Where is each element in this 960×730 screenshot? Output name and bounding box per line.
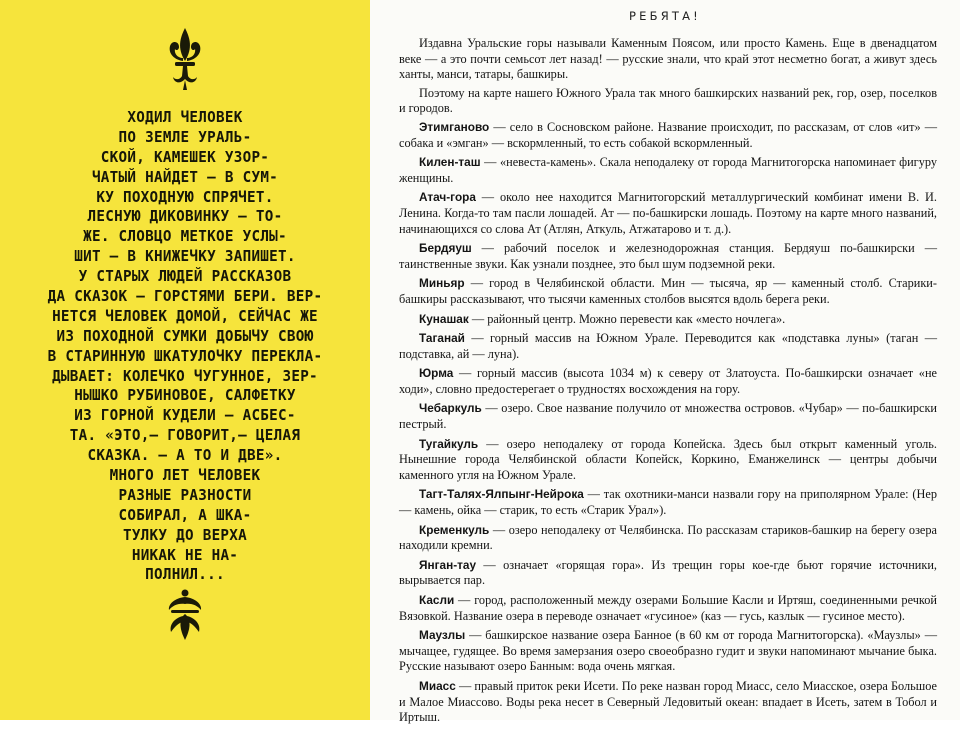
article-body	[399, 36, 937, 730]
place-description: — «невеста-камень». Скала неподалеку от города Магнитогорска напоминает фигуру женщины.	[399, 155, 937, 185]
poem-line: ИЗ ПОХОДНОЙ СУМКИ ДОБЫЧУ СВОЮ	[56, 326, 314, 345]
place-description: — башкирское название озера Банное (в 60 км от города Магнитогорска). «Маузлы» — мычащее, гудящее. Во время замерзания озеро своеобразно гудит и звуки напоминают мычание быка. Русские называют озеро Банным: вода очень мягкая.	[399, 628, 937, 674]
place-name: Юрма	[419, 366, 454, 381]
place-name: Янган-тау	[419, 557, 477, 572]
place-description: — горный массив (высота 1034 м) к северу от Златоуста. По-башкирски означает «не ходи», словно предостерегает о трудностях восхождения на гору.	[399, 366, 937, 396]
place-description: — горный массив на Южном Урале. Переводится как «подставка луны» (таган — подставка, ай — луна).	[399, 331, 937, 361]
poem-line: ЧАТЫЙ НАЙДЕТ — В СУМ-	[91, 167, 279, 186]
glossary-entry	[399, 401, 937, 432]
poem-line: СКОЙ, КАМЕШЕК УЗОР-	[100, 147, 270, 166]
glossary-entry	[399, 593, 937, 624]
poem-line: ТА. «ЭТО,— ГОВОРИТ,— ЦЕЛАЯ	[69, 426, 301, 445]
place-name: Касли	[419, 593, 455, 607]
poem-line: ТУЛКУ ДО ВЕРХА	[122, 525, 248, 544]
poem-line: ПО ЗЕМЛЕ УРАЛЬ-	[118, 127, 252, 146]
page-title: РЕБЯТА!	[629, 9, 701, 23]
place-description: — рабочий поселок и железнодорожная станция. Бердяуш по-башкирски — таинственные звуки. Как узнали позднее, это был шум подземной реки.	[399, 241, 937, 271]
ornament-bottom	[0, 588, 370, 640]
place-description: — так охотники-манси назвали гору на приполярном Урале: (Нер — камень, ойка — старик, то есть «Старик Урал»).	[399, 487, 937, 518]
intro-paragraph: Поэтому на карте нашего Южного Урала так много башкирских названий рек, гор, озер, поселков и городов.	[399, 85, 937, 116]
poem-line: ДА СКАЗОК — ГОРСТЯМИ БЕРИ. ВЕР-	[47, 287, 323, 306]
glossary-entry	[399, 331, 937, 362]
place-description: — озеро неподалеку от города Копейска. Здесь был открыт каменный уголь. Нынешние города Челябинской области Копейск, Коркино, Еманжелинск — центры добычи каменного угля на Южном Урале.	[399, 436, 937, 482]
place-name: Кременкуль	[419, 522, 490, 537]
poem-line: НЫШКО РУБИНОВОЕ, САЛФЕТКУ	[74, 386, 296, 405]
place-description: — около нее находится Магнитогорский металлургический комбинат имени В. И. Ленина. Когда-то там пасли лошадей. Ат — по-башкирски лошадь. Поэтому на карте много названий, начинающихся со слова Ат (Атлян, Аткуль, Атжатарово и т. д.).	[399, 190, 937, 236]
place-name: Тагт-Талях-Ялпынг-Нейрока	[419, 487, 584, 502]
glossary-entry	[399, 120, 937, 151]
poem-line: НИКАК НЕ НА-	[131, 545, 239, 564]
poem-line: ШИТ — В КНИЖЕЧКУ ЗАПИШЕТ.	[74, 247, 296, 266]
fleur-de-lis-ornament-top	[0, 28, 370, 90]
glossary-entry	[399, 523, 937, 554]
glossary-entry	[399, 155, 937, 186]
poem-line: ЖЕ. СЛОВЦО МЕТКОЕ УСЛЫ-	[83, 227, 287, 246]
place-name: Миасс	[419, 678, 456, 693]
intro-paragraph: Издавна Уральские горы называли Каменным Поясом, или просто Камень. Еще в двенадцатом веке — а это почти семьсот лет назад! — русские знали, что край этот несметно богат, а живут здесь ханты, манси, татары, башкиры.	[399, 36, 937, 82]
poem-line: ИЗ ГОРНОЙ КУДЕЛИ — АСБЕС-	[74, 406, 296, 425]
glossary-entry	[399, 312, 937, 328]
place-description: — озеро. Свое название получило от множества островов. «Чубар» — по-башкирски пестрый.	[399, 401, 937, 432]
glossary-entry	[399, 190, 937, 237]
glossary-entry	[399, 276, 937, 307]
place-name: Этимганово	[419, 119, 490, 134]
poem-line: КУ ПОХОДНУЮ СПРЯЧЕТ.	[96, 187, 274, 206]
glossary-entry	[399, 679, 937, 726]
place-description: — означает «горящая гора». Из трещин горы кое-где бьют горячие источники, вырывается пар.	[399, 557, 937, 588]
glossary-entry	[399, 437, 937, 484]
place-name: Таганай	[419, 331, 465, 346]
place-description: — районный центр. Можно перевести как «место ночлега».	[468, 311, 786, 326]
poem-line: НЕТСЯ ЧЕЛОВЕК ДОМОЙ, СЕЙЧАС ЖЕ	[52, 306, 318, 325]
place-description: — город, расположенный между озерами Большие Касли и Иртяш, соединенными речкой Вязовкой. Название озера в переводе означает «гусиное» (каз — гусь, казлык — гусиное место).	[399, 593, 937, 623]
glossary-entry	[399, 241, 937, 272]
place-name: Маузлы	[419, 628, 466, 643]
poem-line: РАЗНЫЕ РАЗНОСТИ	[118, 485, 252, 504]
glossary-entry	[399, 628, 937, 675]
poem-line: ДЫВАЕТ: КОЛЕЧКО ЧУГУННОЕ, ЗЕР-	[52, 366, 318, 385]
fleur-de-lis-icon	[166, 28, 204, 90]
poem-text	[0, 108, 370, 585]
place-name: Чебаркуль	[419, 401, 482, 416]
place-name: Бердяуш	[419, 241, 472, 256]
glossary-entry	[399, 487, 937, 518]
place-name: Тугайкуль	[419, 436, 479, 451]
place-description: — озеро неподалеку от Челябинска. По рассказам стариков-башкир на берегу озера находили кремни.	[399, 522, 937, 553]
place-name: Кунашак	[419, 311, 469, 326]
place-description: — город в Челябинской области. Мин — тысяча, яр — каменный столб. Старики-башкиры рассказывают, что тысячи каменных столбов высятся вдоль берега реки.	[399, 276, 937, 306]
place-name: Атач-гора	[419, 190, 476, 205]
poem-line: ЛЕСНУЮ ДИКОВИНКУ — ТО-	[87, 207, 283, 226]
place-description: — правый приток реки Исети. По реке назван город Миасс, село Миасское, озера Большое и Малое Миассово. Воды река несет в Северный Ледовитый океан: впадает в Исеть, затем в Тобол и Иртыш.	[399, 678, 937, 725]
glossary-entry	[399, 366, 937, 397]
poem-line: В СТАРИННУЮ ШКАТУЛОЧКУ ПЕРЕКЛА-	[47, 346, 323, 365]
place-name: Миньяр	[419, 276, 465, 291]
poem-line: МНОГО ЛЕТ ЧЕЛОВЕК	[109, 466, 261, 485]
place-description: — село в Сосновском районе. Название происходит, по рассказам, от слов «ит» — собака и «эмган» — вскормленный, то есть собакой вскормленный.	[399, 119, 937, 150]
poem-line: У СТАРЫХ ЛЮДЕЙ РАССКАЗОВ	[78, 267, 292, 286]
place-name: Килен-таш	[419, 155, 481, 170]
glossary-entry	[399, 558, 937, 589]
poem-line: СКАЗКА. — А ТО И ДВЕ».	[87, 446, 283, 465]
left-page	[0, 0, 370, 720]
floral-ornament-icon	[163, 588, 207, 640]
poem-line: ПОЛНИЛ...	[145, 565, 225, 584]
poem-line: ХОДИЛ ЧЕЛОВЕК	[127, 108, 243, 126]
poem-line: СОБИРАЛ, А ШКА-	[118, 505, 252, 524]
